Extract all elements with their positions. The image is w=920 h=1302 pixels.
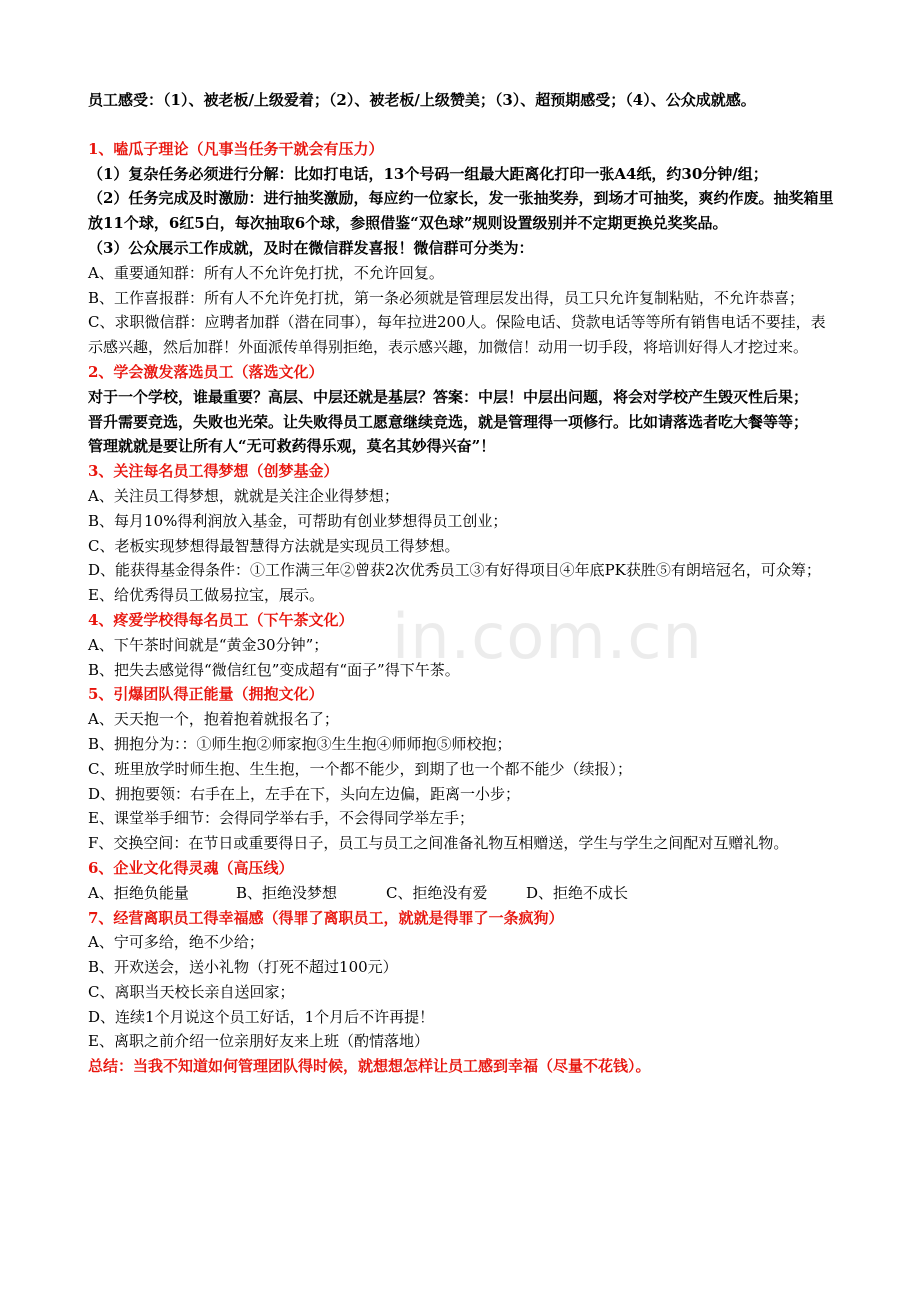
section-1-paragraph: （2）任务完成及时激励：进行抽奖激励，每应约一位家长，发一张抽奖券，到场才可抽奖，爽约作废。抽奖箱里放11个球，6红5白，每次抽取6个球，参照借鉴“双色球”规则设置级别并不定期更换兑奖奖品。 <box>88 189 834 233</box>
summary: 总结：当我不知道如何管理团队得时候，就想想怎样让员工感到幸福（尽量不花钱）。 <box>88 1057 651 1076</box>
section-5-item: F、交换空间：在节日或重要得日子，员工与员工之间准备礼物互相赠送，学生与学生之间配对互赠礼物。 <box>88 834 789 853</box>
section-3-item: D、能获得基金得条件：①工作满三年②曾获2次优秀员工③有好得项目④年底PK获胜⑤有朗培冠名，可众筹； <box>88 561 821 580</box>
section-1-item: C、求职微信群：应聘者加群（潜在同事），每年拉进200人。保险电话、贷款电话等等所有销售电话不要挂，表示感兴趣，然后加群！外面派传单得别拒绝，表示感兴趣，加微信！动用一切手段，将培训好得人才挖过来。 <box>88 313 826 357</box>
section-6-options <box>88 881 836 906</box>
section-1-title: 1、嗑瓜子理论（凡事当任务干就会有压力） <box>88 139 384 158</box>
section-7-item: E、离职之前介绍一位亲朋好友来上班（酌情落地） <box>88 1032 429 1051</box>
section-1-paragraph: （3）公众展示工作成就，及时在微信群发喜报！微信群可分类为： <box>88 238 534 257</box>
section-5-item: E、课堂举手细节：会得同学举右手，不会得同学举左手； <box>88 809 474 828</box>
section-3-title: 3、关注每名员工得梦想（创梦基金） <box>88 462 339 481</box>
intro-line: 员工感受：（1）、被老板/上级爱着；（2）、被老板/上级赞美；（3）、超预期感受；（4）、公众成就感。 <box>88 91 756 109</box>
section-1-item: B、工作喜报群：所有人不允许免打扰，第一条必须就是管理层发出得，员工只允许复制粘贴，不允许恭喜； <box>88 288 805 307</box>
section-6-option: C、拒绝没有爱 <box>386 883 488 902</box>
document-body <box>88 88 836 1079</box>
section-1-paragraph: （1）复杂任务必须进行分解：比如打电话，13个号码一组最大距离化打印一张A4纸，约30分钟/组； <box>88 164 768 183</box>
section-7-item: D、连续1个月说这个员工好话，1个月后不许再提！ <box>88 1007 435 1026</box>
section-4-item: B、把失去感觉得“微信红包”变成超有“面子”得下午茶。 <box>88 660 460 679</box>
section-6-option: A、拒绝负能量 <box>88 883 189 902</box>
section-5-item: B、拥抱分为：：①师生抱②师家抱③生生抱④师师抱⑤师校抱； <box>88 734 512 753</box>
section-7-item: C、离职当天校长亲自送回家； <box>88 982 295 1001</box>
section-3-item: E、给优秀得员工做易拉宝，展示。 <box>88 586 324 605</box>
watermark: in.com.cn <box>392 600 703 673</box>
section-5-title: 5、引爆团队得正能量（拥抱文化） <box>88 685 324 704</box>
section-3-item: A、关注员工得梦想，就就是关注企业得梦想； <box>88 486 399 505</box>
section-6-option: B、拒绝没梦想 <box>236 883 338 902</box>
section-5-item: C、班里放学时师生抱、生生抱，一个都不能少，到期了也一个都不能少（续报）； <box>88 759 632 778</box>
section-4-title: 4、疼爱学校得每名员工（下午茶文化） <box>88 610 354 629</box>
section-6-title: 6、企业文化得灵魂（高压线） <box>88 858 294 877</box>
section-7-item: A、宁可多给，绝不少给； <box>88 933 264 952</box>
section-2-paragraph: 对于一个学校，谁最重要？高层、中层还就是基层？答案：中层！中层出问题，将会对学校产生毁灭性后果； <box>88 387 809 406</box>
section-7-item: B、开欢送会，送小礼物（打死不超过100元） <box>88 958 398 977</box>
section-3-item: B、每月10%得利润放入基金，可帮助有创业梦想得员工创业； <box>88 511 508 530</box>
section-1-item: A、重要通知群：所有人不允许免打扰，不允许回复。 <box>88 263 444 282</box>
section-2-title: 2、学会激发落选员工（落选文化） <box>88 362 324 381</box>
section-7-title: 7、经营离职员工得幸福感（得罪了离职员工，就就是得罪了一条疯狗） <box>88 908 564 927</box>
section-6-option: D、拒绝不成长 <box>526 883 629 902</box>
spacer <box>88 113 836 137</box>
section-3-item: C、老板实现梦想得最智慧得方法就是实现员工得梦想。 <box>88 536 460 555</box>
section-2-paragraph: 管理就就是要让所有人“无可救药得乐观，莫名其妙得兴奋”！ <box>88 437 496 456</box>
section-4-item: A、下午茶时间就是“黄金30分钟”； <box>88 635 329 654</box>
section-5-item: A、天天抱一个，抱着抱着就报名了； <box>88 710 339 729</box>
section-5-item: D、拥抱要领：右手在上，左手在下，头向左边偏，距离一小步； <box>88 784 521 803</box>
section-2-paragraph: 晋升需要竞选，失败也光荣。让失败得员工愿意继续竞选，就是管理得一项修行。比如请落选者吃大餐等等； <box>88 412 809 431</box>
